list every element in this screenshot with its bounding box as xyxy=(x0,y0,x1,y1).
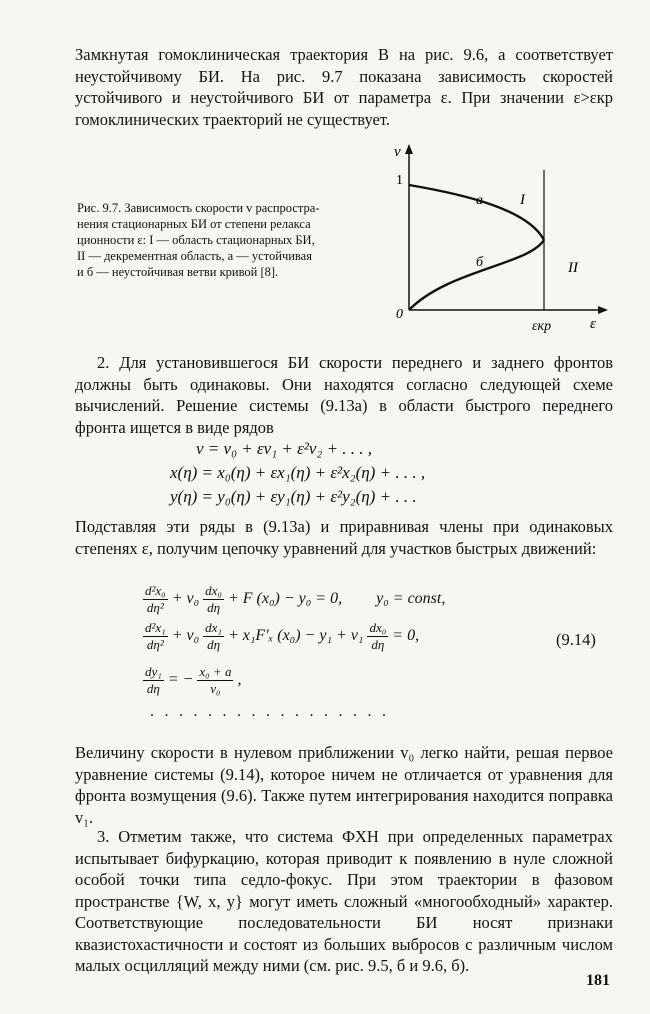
caption-line: II — декрементная область, a — устойчивая xyxy=(77,249,312,263)
term: y₀ = const, xyxy=(376,590,446,608)
denominator: v₀ xyxy=(210,681,221,696)
y-axis-arrow xyxy=(405,144,413,154)
region-2-label: II xyxy=(568,260,578,276)
critical-label: εкр xyxy=(532,319,552,334)
figure-9-7 xyxy=(378,140,610,340)
equation-2 xyxy=(143,620,419,653)
equation-3 xyxy=(143,664,241,697)
series-x: x(η) = x₀(η) + εx₁(η) + ε²x₂(η) + . . . , xyxy=(170,463,426,482)
origin-label: 0 xyxy=(396,307,403,322)
branch-a-label: a xyxy=(476,193,483,208)
fraction xyxy=(197,664,233,697)
fraction xyxy=(143,620,168,653)
continuation-dots: ................. xyxy=(150,703,397,720)
figure-caption xyxy=(77,200,365,280)
numerator: d²x₀ xyxy=(145,583,166,598)
numerator: dy₁ xyxy=(145,664,162,679)
numerator: d²x₁ xyxy=(145,620,166,635)
term: + v₀ xyxy=(171,590,200,608)
term: + x₁F′ₓ (x₀) − y₁ + v₁ xyxy=(227,627,364,645)
page-number: 181 xyxy=(586,972,610,989)
term: = 0, xyxy=(392,627,420,645)
fraction xyxy=(203,620,224,653)
term: = − xyxy=(167,671,194,689)
x-axis-arrow xyxy=(598,306,608,314)
fraction xyxy=(143,664,164,697)
denominator: dη xyxy=(207,637,221,652)
series-y: y(η) = y₀(η) + εy₁(η) + ε²y₂(η) + . . . xyxy=(170,487,417,506)
numerator: dx₁ xyxy=(205,620,222,635)
paragraph-section-3: 3. Отметим также, что система ФХН при определенных параметрах испытывает бифуркацию, которая приводит к появлению в нуле сложной особой точки типа седло-фокус. При этом траектории в фазовом пространстве {W, x, y} могут иметь сложный «многообходный» характер. Соответствующие последовательности БИ носят признаки квазистохастичности и состоят из больших выбросов с различным числом малых осцилляций между ними (см. рис. 9.5, б и 9.6, б). xyxy=(75,827,613,975)
paragraph-intro: Замкнутая гомоклиническая траектория B на рис. 9.6, a соответствует неустойчивому БИ. На рис. 9.7 показана зависимость скоростей устойчивого и неустойчивого БИ от параметра ε. При значении ε>εкр гомоклинических траекторий не существует. xyxy=(75,45,613,129)
numerator: x₀ + a xyxy=(199,664,232,679)
branch-b-label: б xyxy=(476,255,484,270)
paragraph-substitution: Подставляя эти ряды в (9.13a) и приравнивая члены при одинаковых степенях ε, получим цепочку уравнений для участков быстрых движений: xyxy=(75,517,613,558)
region-1-label: I xyxy=(520,192,525,208)
branch-b-curve xyxy=(409,240,544,310)
caption-line: ционности ε: I — область стационарных БИ, xyxy=(77,233,315,247)
caption-line: нения стационарных БИ от степени релакса xyxy=(77,217,311,231)
paragraph-zero-approx: Величину скорости в нулевом приближении v₀ легко найти, решая первое уравнение системы (9.14), которое ничем не отличается от уравнения для фронта возмущения (9.6). Также путем интегрирования находится поправка v₁. xyxy=(75,743,613,827)
denominator: dη xyxy=(146,681,160,696)
caption-line: Рис. 9.7. Зависимость скорости v распростра- xyxy=(77,201,320,215)
fraction xyxy=(367,620,388,653)
term: + F (x₀) − y₀ = 0, xyxy=(227,590,343,608)
denominator: dη xyxy=(207,600,221,615)
fraction xyxy=(143,583,168,616)
caption-line: и б — неустойчивая ветви кривой [8]. xyxy=(77,265,279,279)
y-axis-label: v xyxy=(394,144,401,160)
x-axis-label: ε xyxy=(590,316,596,332)
numerator: dx₀ xyxy=(205,583,222,598)
term: , xyxy=(237,671,242,689)
denominator: dη² xyxy=(146,637,164,652)
term: + v₀ xyxy=(171,627,200,645)
denominator: dη² xyxy=(146,600,164,615)
equation-1 xyxy=(143,583,445,616)
fraction xyxy=(203,583,224,616)
numerator: dx₀ xyxy=(369,620,387,635)
equation-number: (9.14) xyxy=(556,630,596,649)
paragraph-section-2: 2. Для установившегося БИ скорости переднего и заднего фронтов должны быть одинаковы. Они находятся согласно следующей схеме вычислений. Решение системы (9.13a) в области быстрого переднего фронта ищется в виде рядов xyxy=(75,353,613,437)
y-tick-label: 1 xyxy=(396,173,403,188)
series-v: v = v₀ + εv₁ + ε²v₂ + . . . , xyxy=(196,439,373,458)
denominator: dη xyxy=(371,637,385,652)
